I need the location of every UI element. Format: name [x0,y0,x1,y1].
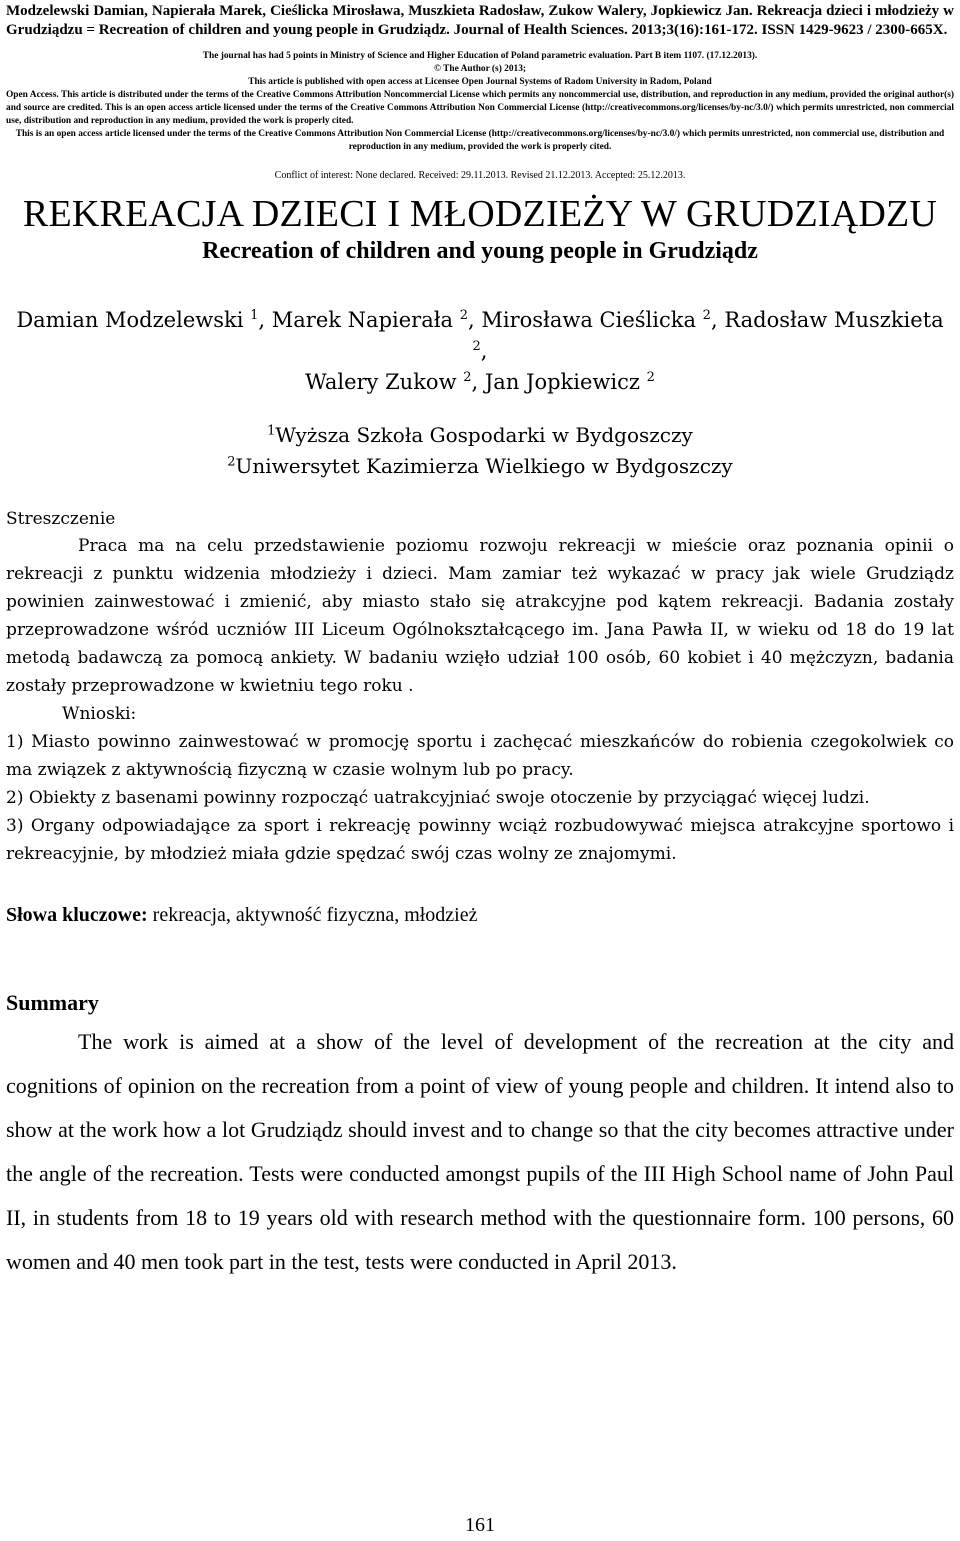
author-list: Damian Modzelewski $^1$, Marek Napierała $^2$, Mirosława Cieślicka $^2$, Radosław Muszkieta $^2$, Walery Zukow $^2$, Jan Jopkiewicz $^2$ [16,308,944,394]
open-access-note: This article is published with open access at Licensee Open Journal Systems of Radom University in Radom, Poland [248,77,712,87]
conclusions-heading: Wnioski: [62,704,137,724]
author-affiliation-mark: 2 [702,308,711,323]
conclusion-item: 1) Miasto powinno zainwestować w promocję sportu i zachęcać mieszkańców do robienia czegokolwiek co ma związek z aktywnością fizyczną w czasie wolnym lub po pracy. [6,732,954,780]
license-text: Open Access. This article is distributed under the terms of the Creative Commons Attribution Noncommercial License which permits any noncommercial use, distribution, and reproduction in any medium, provided the original author(s) and source are credited. This is an open access article licensed under the terms of the Creative Commons Attribution Non Commercial License (http://creativecommons.org/licenses/by-nc/3.0/) which permits unrestricted, non commercial use, distribution and reproduction in any medium, provided the work is properly cited. [6,90,954,126]
keywords-label: Słowa kluczowe: [6,904,148,926]
abstract-pl-body: Praca ma na celu przedstawienie poziomu rozwoju rekreacji w mieście oraz poznania opinii o rekreacji z punktu widzenia młodzieży i dzieci. Mam zamiar też wykazać w pracy jak wiele Grudziądz powinien zainwestować i zmienić, aby miasto stało się atrakcyjne pod kątem rekreacji. Badania zostały przeprowadzone wśród uczniów III Liceum Ogólnokształcącego im. Jana Pawła II, w wieku od 18 do 19 lat metodą badawczą za pomocą ankiety. W badaniu wzięło udział 100 osób, 60 kobiet i 40 mężczyzn, badania zostały przeprowadzone w kwietniu tego roku . [6,536,954,696]
citation-header: Modzelewski Damian, Napierała Marek, Cieślicka Mirosława, Muszkieta Radosław, Zukow Walery, Jopkiewicz Jan. Rekreacja dzieci i młodzieży w Grudziądzu = Recreation of children and young people in Grudziądz. Journal of Health Sciences. 2013;3(16):161-172. ISSN 1429-9623 / 2300-665X. [6,3,954,38]
author-affiliation-mark: 2 [472,339,481,354]
article-subtitle: Recreation of children and young people in Grudziądz [202,238,758,264]
conclusion-item: 3) Organy odpowiadające za sport i rekreację powinny wciąż rozbudowywać miejsca atrakcyjne sportowo i rekreacyjnie, by młodzież miała gdzie spędzać swój czas wolny ze znajomymi. [6,816,954,864]
author-name: Jan Jopkiewicz [484,370,640,394]
affiliation-name: Wyższa Szkoła Gospodarki w Bydgoszczy [275,423,693,447]
page-number: 161 [465,1514,495,1536]
affiliation-item [6,451,954,482]
author-name: Radosław Muszkieta [724,308,944,332]
author-name: Marek Napierała [271,308,454,332]
author-name: Mirosława Cieślicka [481,308,696,332]
copyright-note: © The Author (s) 2013; [433,64,527,74]
abstract-pl [6,532,954,868]
conclusion-item: 2) Obiekty z basenami powinny rozpocząć uatrakcyjniać swoje otoczenie by przyciągać więcej ludzi. [6,788,870,808]
author-name: Damian Modzelewski [16,308,244,332]
keywords [6,902,954,928]
keywords-value: rekreacja, aktywność fizyczna, młodzież [147,904,478,926]
article-title: REKREACJA DZIECI I MŁODZIEŻY W GRUDZIĄDZU [22,193,938,235]
conflict-of-interest: Conflict of interest: None declared. Received: 29.11.2013. Revised 21.12.2013. Accepted: 25.12.2013. [274,170,686,181]
summary [6,1020,954,1284]
summary-heading: Summary [6,990,99,1015]
author-affiliation-mark: 2 [463,370,472,385]
affiliation-number: 1 [267,423,276,439]
summary-body: The work is aimed at a show of the level of development of the recreation at the city and cognitions of opinion on the recreation from a point of view of young people and children. It intend also to show at the work how a lot Grudziądz should invest and to change so that the city becomes attractive under the angle of the recreation. Tests were conducted amongst pupils of the III High School name of John Paul II, in students from 18 to 19 years old with research method with the questionnaire form. 100 persons, 60 women and 40 men took part in the test, tests were conducted in April 2013. [6,1029,954,1274]
abstract-pl-heading: Streszczenie [6,509,116,529]
author-affiliation-mark: 1 [250,308,259,323]
affiliation-list [6,420,954,482]
ministry-note: The journal has had 5 points in Ministry of Science and Higher Education of Poland parametric evaluation. Part B item 1107. (17.12.2013). [202,51,758,61]
author-affiliation-mark: 2 [646,370,655,385]
affiliation-item [6,420,954,451]
license-text-2: This is an open access article licensed under the terms of the Creative Commons Attribution Non Commercial License (http://creativecommons.org/licenses/by-nc/3.0/) which permits unrestricted, non commercial use, distribution and reproduction in any medium, provided the work is properly cited. [15,129,945,152]
affiliation-name: Uniwersytet Kazimierza Wielkiego w Bydgoszczy [235,454,733,478]
affiliation-number: 2 [227,454,236,470]
author-name: Walery Zukow [305,370,457,394]
author-affiliation-mark: 2 [459,308,469,323]
